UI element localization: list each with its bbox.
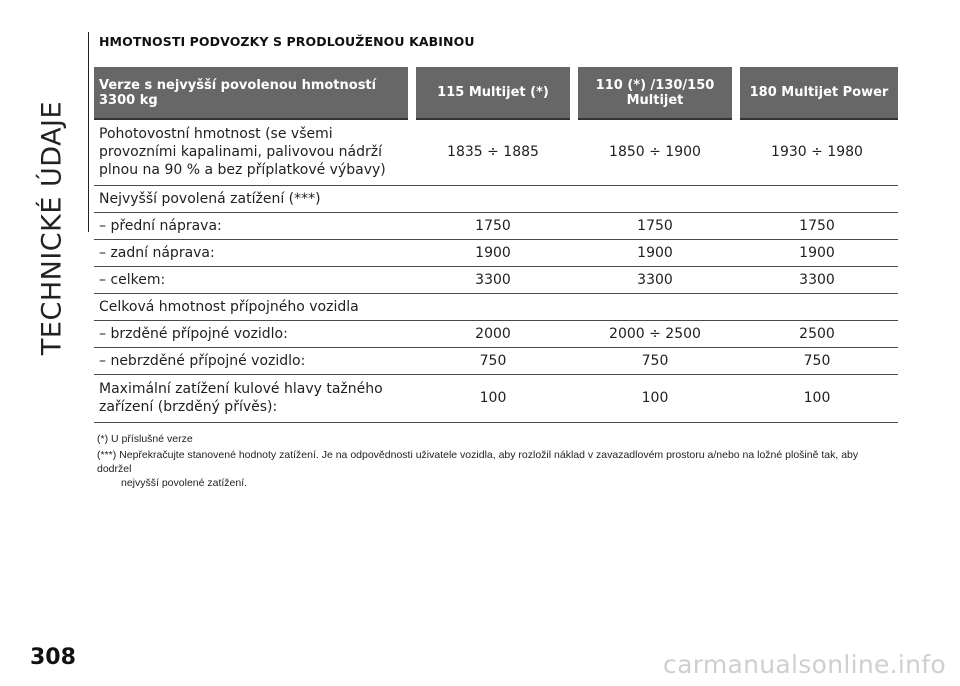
table-header-row bbox=[94, 67, 898, 119]
cell-value bbox=[412, 185, 574, 212]
side-divider bbox=[88, 32, 89, 232]
row-label: Pohotovostní hmotnost (se všemi provozními kapalinami, palivovou nádrží plnou na 90 % a bez příplatkové výbavy) bbox=[94, 119, 412, 185]
watermark: carmanualsonline.info bbox=[663, 650, 946, 679]
cell-value: 100 bbox=[736, 374, 898, 422]
cell-value: 1850 ÷ 1900 bbox=[574, 119, 736, 185]
cell-value: 1900 bbox=[412, 239, 574, 266]
table-row bbox=[94, 293, 898, 320]
header-version: Verze s nejvyšší povolenou hmotností 3300 kg bbox=[94, 67, 412, 119]
cell-value: 1750 bbox=[736, 212, 898, 239]
cell-value: 1835 ÷ 1885 bbox=[412, 119, 574, 185]
cell-value bbox=[574, 293, 736, 320]
cell-value: 1900 bbox=[736, 239, 898, 266]
table-row bbox=[94, 347, 898, 374]
row-label: Celková hmotnost přípojného vozidla bbox=[94, 293, 412, 320]
table-row bbox=[94, 119, 898, 185]
cell-value: 100 bbox=[412, 374, 574, 422]
row-label: – přední náprava: bbox=[94, 212, 412, 239]
cell-value: 1900 bbox=[574, 239, 736, 266]
cell-value: 3300 bbox=[736, 266, 898, 293]
cell-value: 2000 bbox=[412, 320, 574, 347]
cell-value bbox=[574, 185, 736, 212]
cell-value: 1750 bbox=[574, 212, 736, 239]
footnotes bbox=[97, 432, 887, 492]
header-180-multijet-power: 180 Multijet Power bbox=[736, 67, 898, 119]
row-label: – brzděné přípojné vozidlo: bbox=[94, 320, 412, 347]
header-110-130-150-multijet: 110 (*) /130/150 Multijet bbox=[574, 67, 736, 119]
cell-value bbox=[412, 293, 574, 320]
page-number: 308 bbox=[30, 645, 76, 670]
cell-value bbox=[736, 293, 898, 320]
section-title: HMOTNOSTI PODVOZKY S PRODLOUŽENOU KABINOU bbox=[99, 34, 475, 49]
chapter-side-title: TECHNICKÉ ÚDAJE bbox=[36, 100, 68, 356]
table-row bbox=[94, 185, 898, 212]
weights-table bbox=[94, 67, 898, 423]
table-row bbox=[94, 212, 898, 239]
footnote-triple-asterisk-line1: (***) Nepřekračujte stanovené hodnoty zatížení. Je na odpovědnosti uživatele vozidla, aby rozložil náklad v zavazadlovém prostoru a/nebo na ložné plošině tak, aby dodržel bbox=[97, 449, 859, 475]
cell-value: 3300 bbox=[412, 266, 574, 293]
cell-value: 750 bbox=[412, 347, 574, 374]
cell-value: 1750 bbox=[412, 212, 574, 239]
table-row bbox=[94, 239, 898, 266]
row-label: – zadní náprava: bbox=[94, 239, 412, 266]
cell-value: 3300 bbox=[574, 266, 736, 293]
header-115-multijet: 115 Multijet (*) bbox=[412, 67, 574, 119]
row-label: – nebrzděné přípojné vozidlo: bbox=[94, 347, 412, 374]
cell-value: 750 bbox=[736, 347, 898, 374]
footnote-single-asterisk: (*) U příslušné verze bbox=[97, 433, 193, 445]
cell-value: 750 bbox=[574, 347, 736, 374]
cell-value: 100 bbox=[574, 374, 736, 422]
table-row bbox=[94, 266, 898, 293]
row-label: – celkem: bbox=[94, 266, 412, 293]
footnote-triple-asterisk bbox=[97, 448, 887, 490]
table-row bbox=[94, 320, 898, 347]
row-label: Maximální zatížení kulové hlavy tažného zařízení (brzděný přívěs): bbox=[94, 374, 412, 422]
cell-value: 1930 ÷ 1980 bbox=[736, 119, 898, 185]
cell-value: 2500 bbox=[736, 320, 898, 347]
cell-value bbox=[736, 185, 898, 212]
row-label: Nejvyšší povolená zatížení (***) bbox=[94, 185, 412, 212]
table-row bbox=[94, 374, 898, 422]
cell-value: 2000 ÷ 2500 bbox=[574, 320, 736, 347]
footnote-triple-asterisk-line2: nejvyšší povolené zatížení. bbox=[121, 477, 248, 489]
